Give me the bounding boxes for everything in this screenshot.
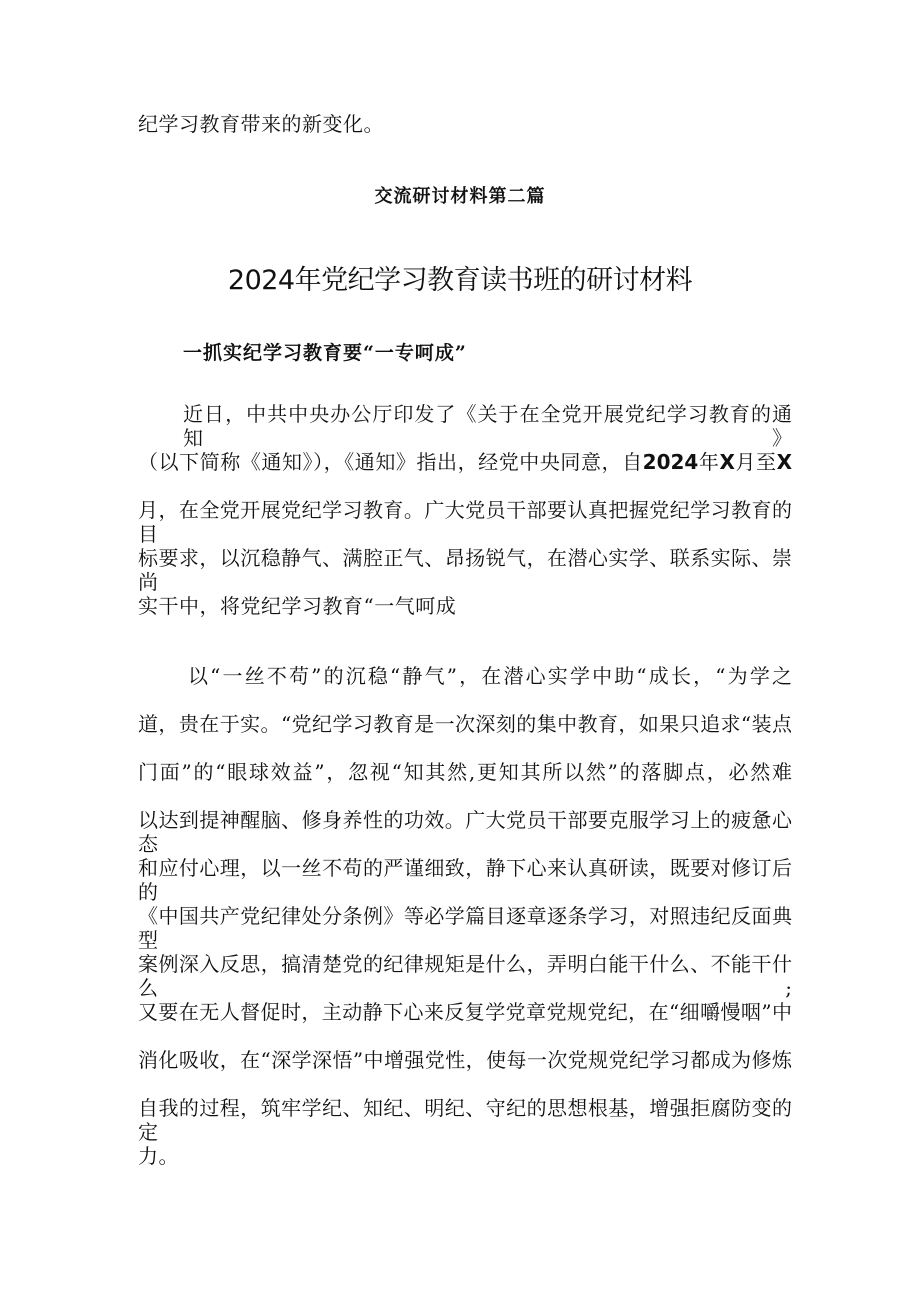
paragraph-1-line-2-text-e: 月至 <box>734 450 777 474</box>
paragraph-1-line-1: 近日，中共中央办公厅印发了《关于在全党开展党纪学习教育的通知》 <box>183 402 792 450</box>
section-label: 交流研讨材料第二篇 <box>374 186 546 207</box>
paragraph-2-line-6: 《中国共产党纪律处分条例》等必学篇目逐章逐条学习，对照违纪反面典型 <box>138 904 792 952</box>
month-end-placeholder: X <box>776 450 793 474</box>
paragraph-2-line-2: 道，贵在于实。“党纪学习教育是一次深刻的集中教育，如果只追求“装点 <box>138 712 792 736</box>
paragraph-1-line-2-text-a: （以下简称《通知》），《通知》指出，经党中央同意，自 <box>138 450 643 474</box>
paragraph-1-line-4: 标要求，以沉稳静气、满腔正气、昂扬锐气，在潜心实学、联系实际、崇尚 <box>138 546 792 594</box>
paragraph-2-line-7: 案例深入反思，搞清楚党的纪律规矩是什么，弄明白能干什么、不能干什么; <box>138 952 792 1000</box>
paragraph-1-line-3: 月，在全党开展党纪学习教育。广大党员干部要认真把握党纪学习教育的目 <box>138 498 792 546</box>
paragraph-2-line-5: 和应付心理，以一丝不苟的严谨细致，静下心来认真研读，既要对修订后的 <box>138 856 792 904</box>
paragraph-2-line-3: 门面”的“眼球效益”，忽视“知其然,更知其所以然”的落脚点，必然难 <box>138 760 792 784</box>
carryover-line: 纪学习教育带来的新变化。 <box>138 112 384 136</box>
paragraph-1-line-5: 实干中，将党纪学习教育“一气呵成 <box>138 594 457 618</box>
subheading: 一抓实纪学习教育要“一专呵成” <box>183 342 467 364</box>
paragraph-2-line-1: 以“一丝不苟”的沉稳“静气”，在潜心实学中助“成长，“为学之 <box>188 664 792 688</box>
paragraph-2-line-11: 力。 <box>138 1144 179 1168</box>
month-start-placeholder: X <box>719 450 735 474</box>
document-title: 2024年党纪学习教育读书班的研讨材料 <box>227 265 693 296</box>
year-number: 2024 <box>642 450 699 474</box>
paragraph-2-line-4: 以达到提神醒脑、修身养性的功效。广大党员干部要克服学习上的疲惫心态 <box>138 808 792 856</box>
paragraph-1-line-2-text-c: 年 <box>698 450 720 474</box>
paragraph-2-line-9: 消化吸收，在“深学深悟”中增强党性，使每一次党规党纪学习都成为修炼 <box>138 1048 792 1072</box>
paragraph-1-line-2 <box>138 450 792 474</box>
paragraph-2-line-8: 又要在无人督促时，主动静下心来反复学党章党规党纪，在“细嚼慢咽”中 <box>138 1000 792 1024</box>
paragraph-2-line-10: 自我的过程，筑牢学纪、知纪、明纪、守纪的思想根基，增强拒腐防变的定 <box>138 1096 792 1144</box>
